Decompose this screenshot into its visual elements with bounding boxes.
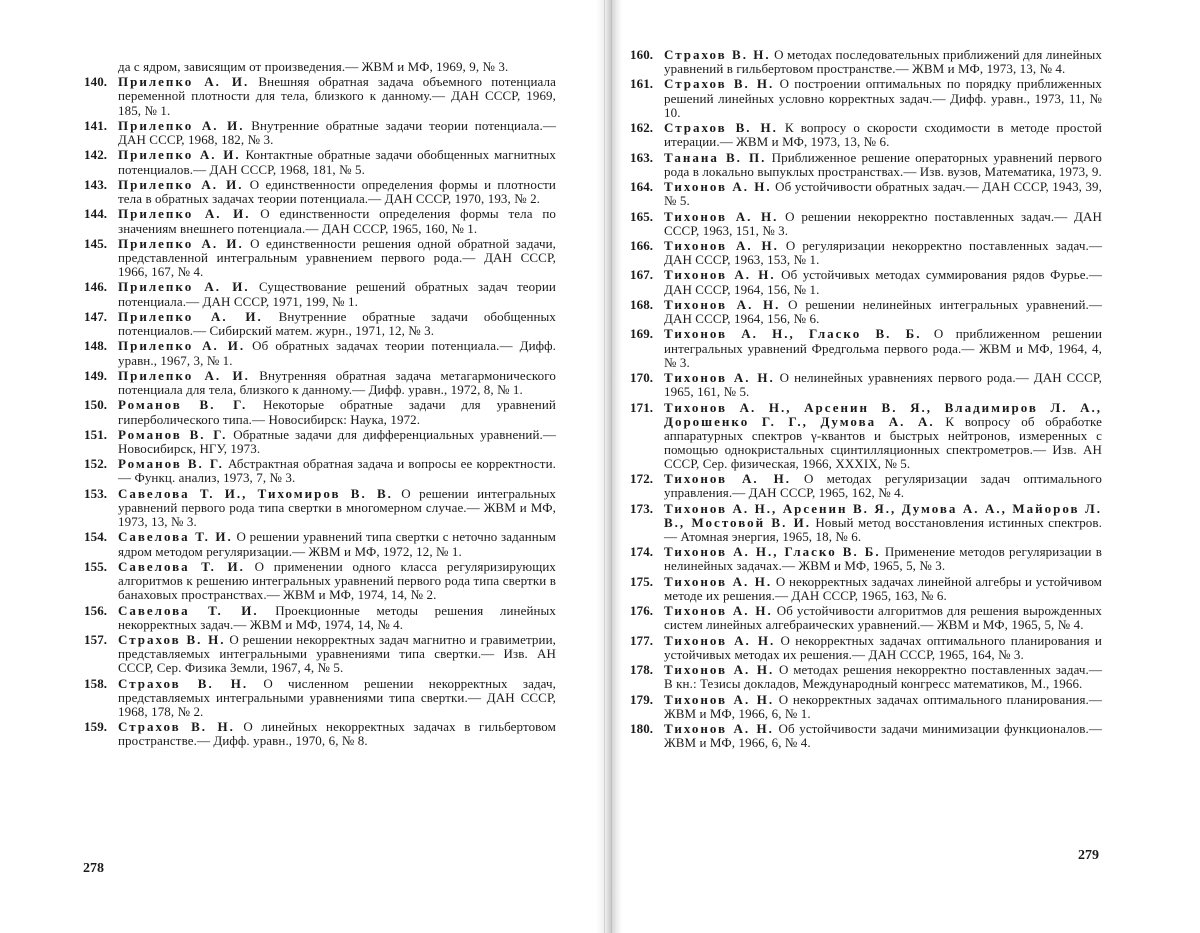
- reference-number: 151.: [84, 426, 108, 442]
- reference-authors: Страхов В. Н.: [118, 719, 235, 735]
- reference-number: 154.: [84, 529, 108, 545]
- reference-entry: [84, 148, 556, 176]
- reference-number: 168.: [630, 296, 654, 312]
- reference-number: 149.: [84, 367, 108, 383]
- reference-number: 173.: [630, 500, 654, 516]
- reference-entry: [84, 237, 556, 279]
- reference-number: 180.: [630, 721, 654, 737]
- reference-authors: Тихонов А. Н.: [664, 603, 773, 619]
- reference-authors: Прилепко А. И.: [118, 235, 244, 251]
- reference-text: Об устойчивости алгоритмов для решения вырожденных систем линейных алгебраических уравнений.— ЖВМ и МФ, 1965, 5, № 4.: [664, 603, 1102, 633]
- reference-text: О нелинейных уравнениях первого рода.— ДАН СССР, 1965, 161, № 5.: [664, 370, 1102, 400]
- reference-entry: [630, 663, 1102, 691]
- reference-text: О некорректных задачах оптимального планирования.— ЖВМ и МФ, 1966, 6, № 1.: [664, 691, 1102, 721]
- reference-entry: [630, 722, 1102, 750]
- reference-authors: Страхов В. Н.: [118, 632, 226, 647]
- reference-authors: Прилепко А. И.: [118, 176, 244, 192]
- reference-authors: Тихонов А. Н.: [664, 370, 775, 386]
- reference-authors: Тихонов А. Н., Гласко В. Б.: [664, 544, 881, 560]
- reference-entry: [630, 298, 1102, 326]
- reference-entry: [630, 604, 1102, 632]
- reference-authors: Тихонов А. Н.: [664, 238, 779, 253]
- reference-authors: Тихонов А. Н.: [664, 471, 791, 487]
- reference-text: Внешняя обратная задача объемного потенциала переменной плотности для тела, близкого к данному.— ДАН СССР, 1969, 185, № 1.: [118, 74, 556, 118]
- reference-number: 160.: [630, 47, 654, 62]
- right-page: [600, 0, 1200, 933]
- reference-number: 175.: [630, 573, 654, 589]
- reference-number: 158.: [84, 675, 108, 691]
- reference-number: 166.: [630, 238, 654, 253]
- reference-authors: Тихонов А. Н., Арсенин В. Я., Думова А. А., Майоров Л. В., Мостовой В. И.: [664, 500, 1102, 530]
- continuation-entry: да с ядром, зависящим от произведения.— ЖВМ и МФ, 1969, 9, № 3.: [118, 59, 509, 74]
- reference-entry: [84, 75, 556, 117]
- reference-number: 153.: [84, 485, 108, 501]
- reference-entry: [630, 575, 1102, 603]
- reference-text: К вопросу о скорости сходимости в методе простой итерации.— ЖВМ и МФ, 1973, 13, № 6.: [664, 120, 1102, 150]
- reference-text: Новый метод восстановления истинных спектров.— Атомная энергия, 1965, 18, № 6.: [664, 514, 1102, 544]
- reference-entry: [84, 398, 556, 426]
- reference-entry: [84, 604, 556, 632]
- reference-text: Некоторые обратные задачи для уравнений гиперболического типа.— Новосибирск: Наука, 1972.: [118, 397, 556, 427]
- reference-authors: Прилепко А. И.: [118, 147, 241, 163]
- reference-number: 159.: [84, 719, 108, 735]
- reference-text: Существование решений обратных задач теории потенциала.— ДАН СССР, 1971, 199, № 1.: [118, 279, 556, 309]
- reference-text: О регуляризации некорректно поставленных задач.— ДАН СССР, 1963, 153, № 1.: [664, 238, 1102, 268]
- reference-entry: [84, 677, 556, 719]
- reference-text: О единственности определения формы тела по значениям внешнего потенциала.— ДАН СССР, 1965, 160, № 1.: [118, 206, 556, 236]
- reference-authors: Тихонов А. Н.: [664, 662, 775, 678]
- reference-number: 147.: [84, 308, 108, 324]
- reference-authors: Прилепко А. И.: [118, 74, 250, 90]
- reference-authors: Тихонов А. Н., Арсенин В. Я., Владимиров Л. А., Дорошенко Г. Г., Думова А. А.: [664, 399, 1102, 429]
- reference-text: О решении уравнений типа свертки с неточно заданным ядром методом регуляризации.— ЖВМ и МФ, 1972, 12, № 1.: [118, 529, 557, 559]
- reference-authors: Страхов В. Н.: [664, 76, 775, 92]
- reference-authors: Прилепко А. И.: [118, 279, 250, 295]
- reference-entry: [84, 428, 556, 456]
- reference-entry: [84, 207, 556, 235]
- reference-text: О решении нелинейных интегральных уравнений.— ДАН СССР, 1964, 156, № 6.: [664, 296, 1102, 327]
- reference-text: Обратные задачи для дифференциальных уравнений.— Новосибирск, НГУ, 1973.: [118, 426, 556, 456]
- reference-authors: Прилепко А. И.: [118, 117, 245, 133]
- reference-text: О приближенном решении интегральных уравнений Фредгольма первого рода.— ЖВМ и МФ, 1964, 4, № 3.: [664, 326, 1102, 370]
- reference-entry: [630, 180, 1102, 208]
- reference-authors: Танана В. П.: [664, 149, 767, 165]
- reference-number: 172.: [630, 471, 654, 487]
- reference-entry: [84, 339, 556, 367]
- reference-entry: [84, 178, 556, 206]
- reference-authors: Романов В. Г.: [118, 426, 228, 442]
- reference-entry: [630, 401, 1102, 471]
- reference-text: Контактные обратные задачи обобщенных магнитных потенциалов.— ДАН СССР, 1968, 181, № 5.: [118, 147, 556, 177]
- reference-text: Внутренние обратные задачи теории потенциала.— ДАН СССР, 1968, 182, № 3.: [118, 117, 556, 148]
- reference-authors: Савелова Т. И.: [118, 602, 259, 618]
- reference-entry: [630, 77, 1102, 119]
- reference-number: 155.: [84, 558, 108, 574]
- reference-authors: Романов В. Г.: [118, 456, 224, 472]
- reference-entry: [84, 369, 556, 397]
- reference-number: 152.: [84, 456, 108, 472]
- reference-entry: [84, 560, 556, 602]
- reference-text: О решении некорректных задач магнитно и гравиметрии, представляемых интегральными уравнениями типа свертки.— Изв. АН СССР, Сер. Физика Земли, 1967, 4, № 5.: [118, 632, 556, 676]
- reference-number: 145.: [84, 235, 108, 251]
- reference-authors: Тихонов А. Н.: [664, 208, 779, 224]
- reference-number: 171.: [630, 399, 654, 415]
- reference-text: О решении некорректно поставленных задач.— ДАН СССР, 1963, 151, № 3.: [664, 208, 1102, 238]
- reference-authors: Тихонов А. Н.: [664, 721, 774, 737]
- reference-authors: Савелова Т. И., Тихомиров В. В.: [118, 485, 393, 501]
- reference-entry: [84, 633, 556, 675]
- reference-entry: [630, 371, 1102, 399]
- page-number-left: 278: [83, 861, 104, 876]
- reference-number: 156.: [84, 602, 108, 618]
- reference-entry: [84, 310, 556, 338]
- reference-authors: Прилепко А. И.: [118, 367, 250, 383]
- reference-entry: [84, 457, 556, 485]
- reference-authors: Тихонов А. Н.: [664, 296, 781, 312]
- reference-number: 170.: [630, 370, 654, 386]
- reference-number: 179.: [630, 691, 654, 707]
- reference-authors: Страхов В. Н.: [118, 675, 249, 691]
- reference-text: О методах последовательных приближений для линейных уравнений в гильбертовом пространстве.— ЖВМ и МФ, 1973, 13, № 4.: [664, 47, 1102, 77]
- reference-number: 140.: [84, 74, 108, 90]
- reference-number: 144.: [84, 206, 108, 222]
- reference-entry: [630, 268, 1102, 296]
- reference-text: О применении одного класса регуляризирующих алгоритмов к решению интегральных уравнений первого рода типа свертки в банаховых пространствах.— ЖВМ и МФ, 1974, 14, № 2.: [118, 558, 557, 603]
- reference-entry: [630, 48, 1102, 76]
- reference-number: 165.: [630, 208, 654, 224]
- reference-text: О единственности определения формы и плотности тела в обратных задачах теории потенциала.— ДАН СССР, 1970, 193, № 2.: [118, 176, 556, 207]
- reference-entry: [630, 502, 1102, 544]
- reference-text: Абстрактная обратная задача и вопросы ее корректности.— Функц. анализ, 1973, 7, № 3.: [118, 456, 556, 486]
- reference-number: 157.: [84, 632, 108, 647]
- reference-entry: [630, 121, 1102, 149]
- reference-number: 164.: [630, 179, 654, 195]
- reference-number: 162.: [630, 120, 654, 136]
- reference-number: 177.: [630, 632, 654, 648]
- reference-number: 150.: [84, 397, 108, 413]
- reference-authors: Тихонов А. Н.: [664, 573, 773, 589]
- reference-number: 176.: [630, 603, 654, 619]
- reference-authors: Романов В. Г.: [118, 397, 248, 413]
- reference-entry: [84, 720, 556, 748]
- reference-entry: [630, 327, 1102, 369]
- reference-entry: [84, 487, 556, 529]
- reference-authors: Прилепко А. И.: [118, 206, 251, 222]
- reference-text: Применение методов регуляризации в нелинейных задачах.— ЖВМ и МФ, 1965, 5, № 3.: [664, 544, 1102, 574]
- reference-entry: [630, 239, 1102, 267]
- reference-entry: [630, 693, 1102, 721]
- reference-text: О линейных некорректных задачах в гильбертовом пространстве.— Дифф. уравн., 1970, 6, № 8.: [118, 719, 556, 749]
- reference-text: О численном решении некорректных задач, представляемых интегральными уравнениями типа свертки.— ДАН СССР, 1968, 178, № 2.: [118, 675, 556, 719]
- page-number-right: 279: [1078, 848, 1099, 863]
- reference-text: Об обратных задачах теории потенциала.— Дифф. уравн., 1967, 3, № 1.: [118, 338, 556, 368]
- reference-authors: Тихонов А. Н., Гласко В. Б.: [664, 326, 922, 342]
- reference-authors: Тихонов А. Н.: [664, 632, 776, 648]
- reference-authors: Савелова Т. И.: [118, 558, 245, 574]
- reference-text: К вопросу об обработке аппаратурных спектров γ-квантов и быстрых нейтронов, измеренных с помощью однокристальных сцинтилляционных спектрометров.— Изв. АН СССР, Сер. физическая, 1966, XXXIX, № 5.: [664, 413, 1102, 471]
- reference-text: О методах решения некорректно поставленных задач.— В кн.: Тезисы докладов, Международный конгресс математиков, М., 1966.: [664, 662, 1103, 692]
- reference-authors: Страхов В. Н.: [664, 47, 771, 62]
- reference-entry: [630, 210, 1102, 238]
- reference-number: 163.: [630, 149, 654, 165]
- reference-entry: [84, 119, 556, 147]
- reference-text: О некорректных задачах линейной алгебры и устойчивом методе их решения.— ДАН СССР, 1965, 163, № 6.: [664, 573, 1102, 603]
- reference-text: Приближенное решение операторных уравнений первого рода в локально выпуклых пространствах.— Изв. вузов, Математика, 1973, 9.: [664, 149, 1102, 179]
- reference-authors: Савелова Т. И.: [118, 529, 233, 545]
- reference-authors: Тихонов А. Н.: [664, 179, 772, 195]
- reference-text: О построении оптимальных по порядку приближенных решений линейных условно корректных задач.— Дифф. уравн., 1973, 11, № 10.: [664, 76, 1102, 120]
- reference-authors: Прилепко А. И.: [118, 308, 263, 324]
- reference-authors: Страхов В. Н.: [664, 120, 778, 136]
- reference-text: Об устойчивых методах суммирования рядов Фурье.— ДАН СССР, 1964, 156, № 1.: [664, 267, 1103, 297]
- left-reference-list: [84, 60, 556, 750]
- reference-number: 174.: [630, 544, 654, 560]
- reference-authors: Тихонов А. Н.: [664, 691, 775, 707]
- reference-text: О некорректных задачах оптимального планирования и устойчивых методах их решения.— ДАН СССР, 1965, 164, № 3.: [664, 632, 1102, 662]
- right-reference-list: [630, 48, 1102, 752]
- reference-text: Об устойчивости обратных задач.— ДАН СССР, 1943, 39, № 5.: [664, 179, 1102, 209]
- reference-text: Внутренние обратные задачи обобщенных потенциалов.— Сибирский матем. журн., 1971, 12, № 3.: [118, 308, 556, 339]
- reference-entry: [630, 634, 1102, 662]
- reference-entry: [630, 545, 1102, 573]
- reference-entry: [630, 472, 1102, 500]
- reference-entry: [630, 151, 1102, 179]
- reference-number: 142.: [84, 147, 108, 163]
- reference-text: О решении интегральных уравнений первого рода типа свертки в многомерном случае.— ЖВМ и МФ, 1973, 13, № 3.: [118, 485, 557, 530]
- reference-number: 146.: [84, 279, 108, 295]
- reference-entry: [84, 280, 556, 308]
- reference-text: О методах регуляризации задач оптимального управления.— ДАН СССР, 1965, 162, № 4.: [664, 471, 1102, 501]
- reference-number: 148.: [84, 338, 108, 354]
- reference-number: 141.: [84, 117, 108, 133]
- reference-number: 169.: [630, 326, 654, 342]
- reference-authors: Прилепко А. И.: [118, 338, 246, 354]
- reference-number: 178.: [630, 662, 654, 678]
- reference-text: Проекционные методы решения линейных некорректных задач.— ЖВМ и МФ, 1974, 14, № 4.: [118, 602, 556, 632]
- reference-text: Об устойчивости задачи минимизации функционалов.— ЖВМ и МФ, 1966, 6, № 4.: [664, 721, 1102, 751]
- reference-text: О единственности решения одной обратной задачи, представленной интегральным уравнением первого рода.— ДАН СССР, 1966, 167, № 4.: [118, 235, 556, 280]
- reference-number: 161.: [630, 76, 654, 92]
- reference-authors: Тихонов А. Н.: [664, 267, 776, 283]
- reference-entry: [84, 530, 556, 558]
- reference-text: Внутренняя обратная задача метагармонического потенциала для тела, близкого к данному.— Дифф. уравн., 1972, 8, № 1.: [118, 367, 556, 398]
- reference-number: 167.: [630, 267, 654, 283]
- reference-number: 143.: [84, 176, 108, 192]
